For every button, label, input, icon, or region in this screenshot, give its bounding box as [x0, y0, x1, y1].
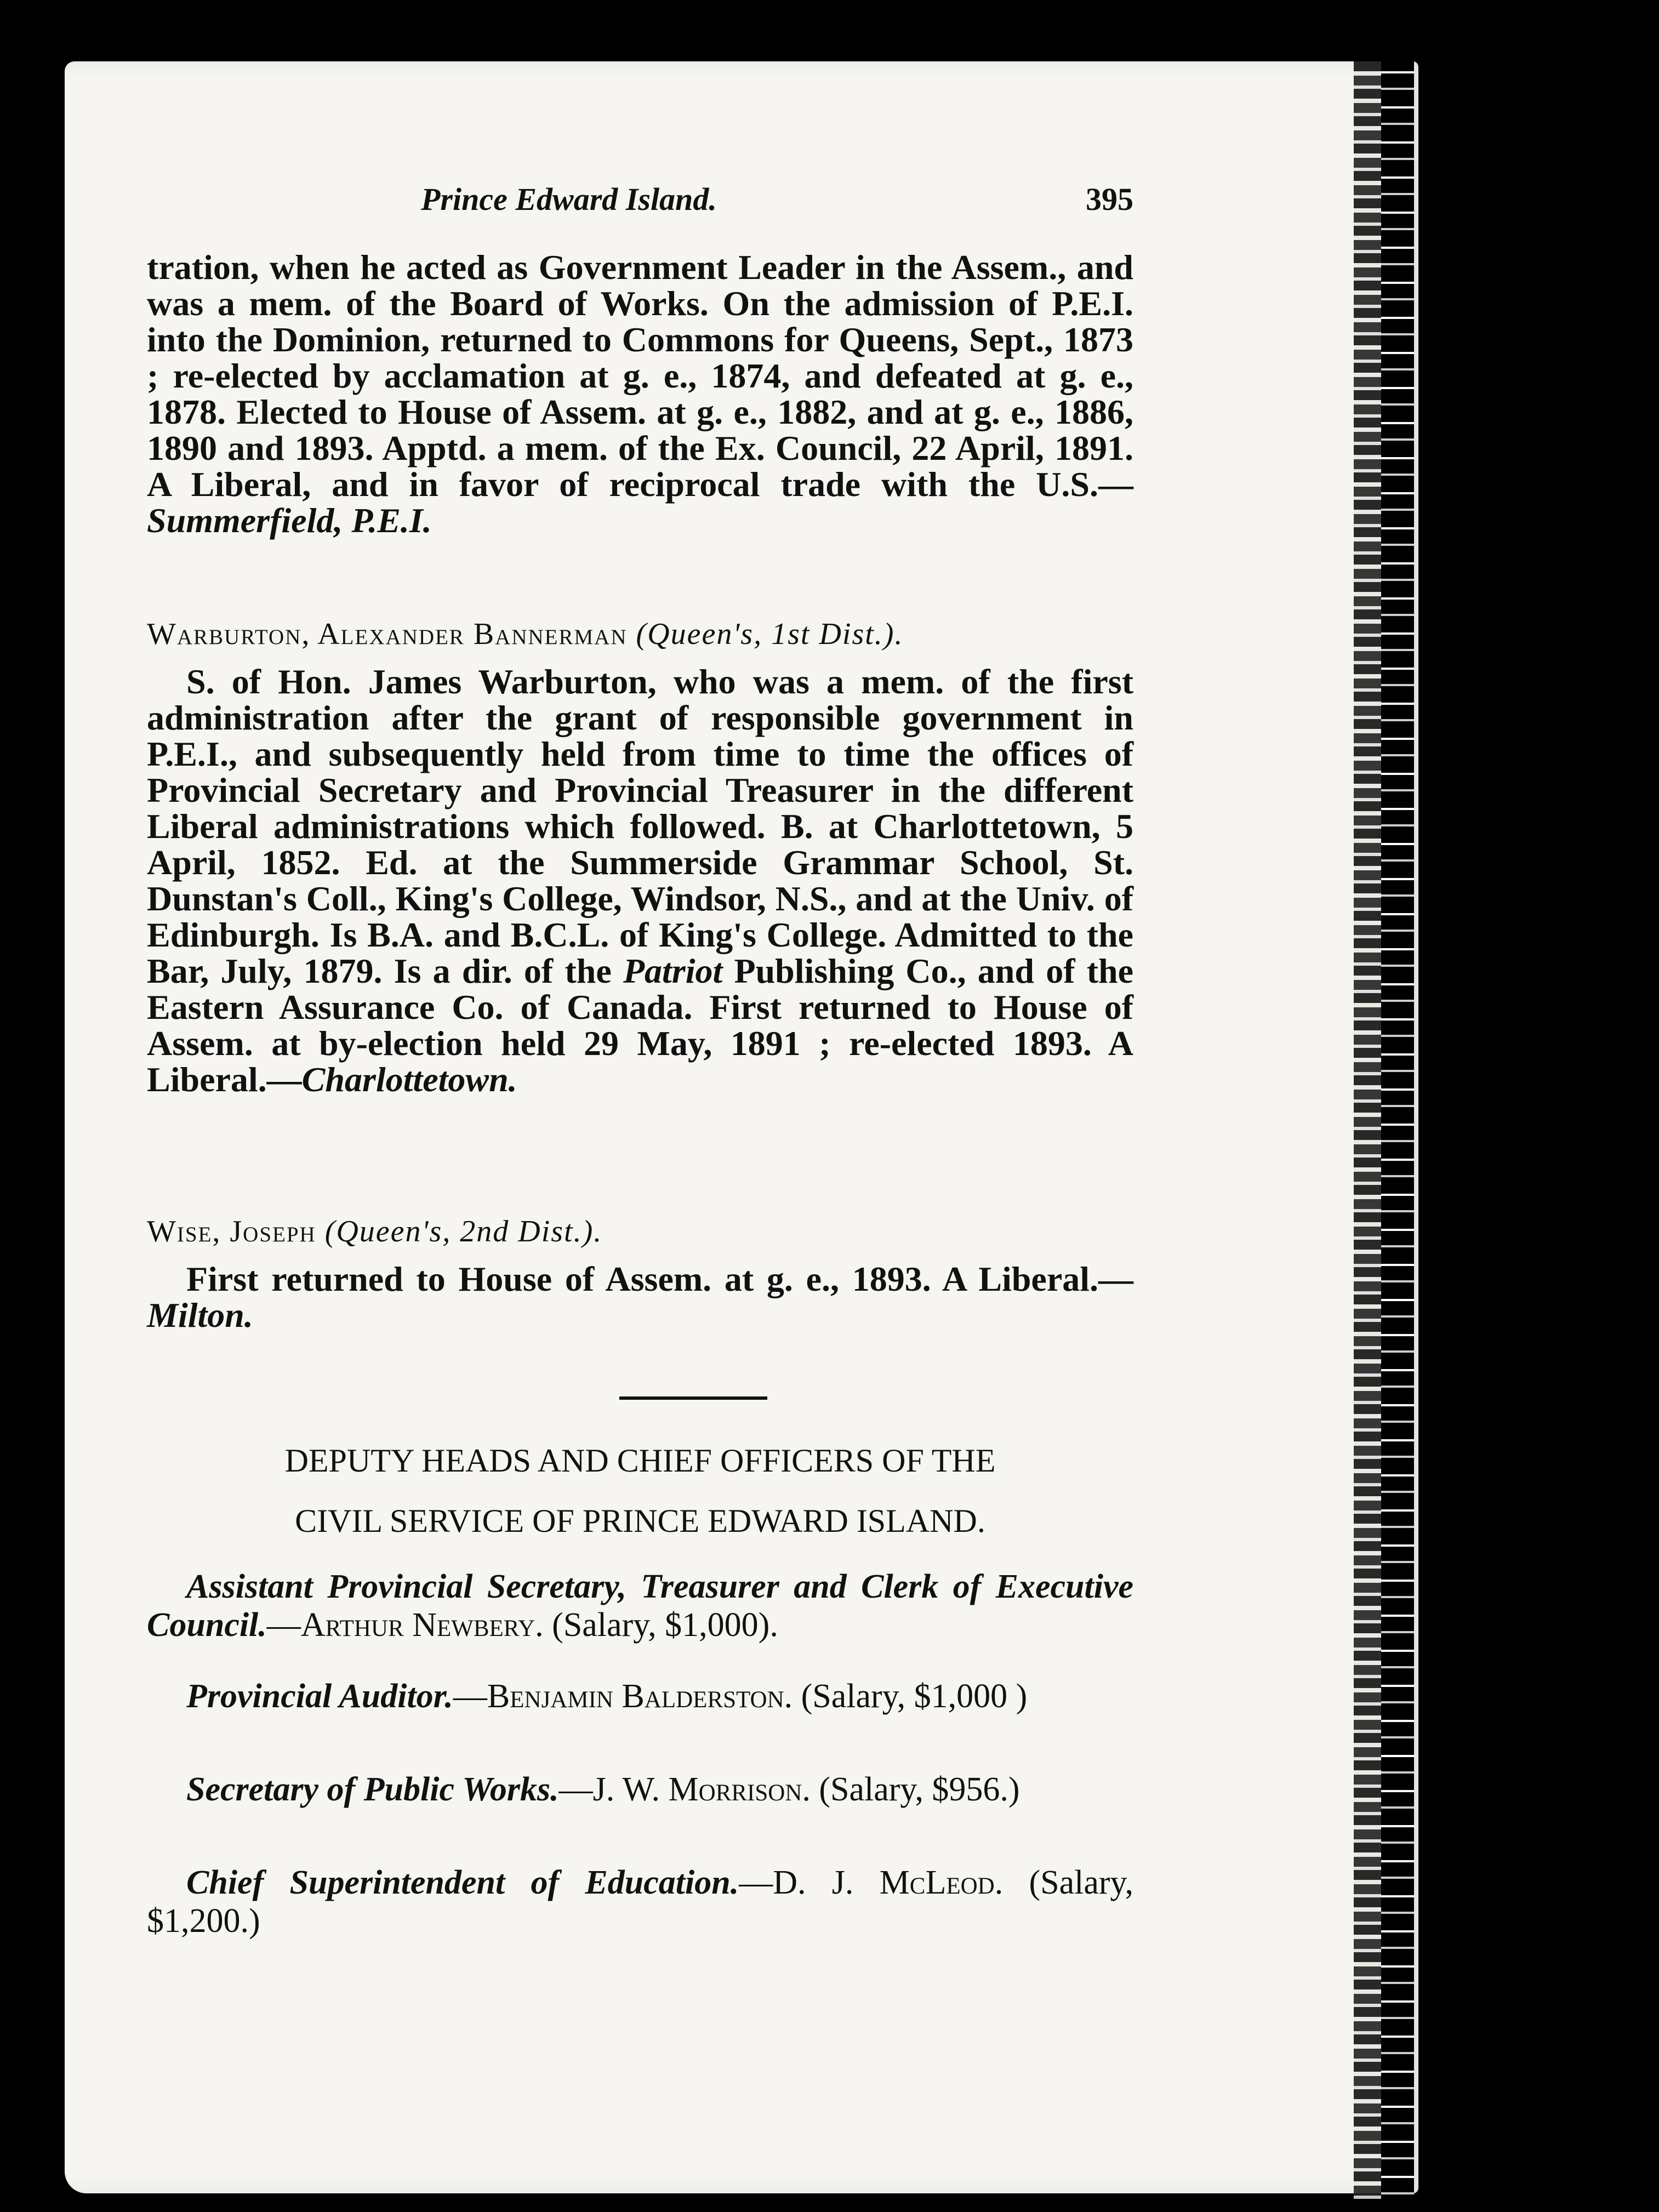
section-heading [147, 1430, 1133, 1551]
entry-wise [147, 1214, 1133, 1333]
entry-name: Warburton, Alexander Bannerman [147, 617, 628, 651]
officer-entry [147, 1677, 1133, 1715]
entry-body [147, 664, 1133, 1098]
entry-body [147, 1261, 1133, 1333]
entry-heading [147, 1214, 1133, 1249]
entry-body-text-2: Publishing Co., and of the Eastern Assurance Co. of Canada. First returned to House of Assem. at by-election held 29 May, 1891 ; re-elected 1893. A Liberal.— [147, 951, 1134, 1099]
officer-role: Assistant Provincial Secretary, Treasurer and Clerk of Executive Council. [147, 1568, 1133, 1644]
continuation-paragraph [147, 249, 1133, 539]
officer-entry [147, 1567, 1133, 1644]
entry-name: Wise, Joseph [147, 1215, 316, 1248]
officer-role: Secretary of Public Works. [186, 1771, 559, 1808]
officers-list [147, 1567, 1133, 1940]
section-heading-line-1: DEPUTY HEADS AND CHIEF OFFICERS OF THE [284, 1443, 996, 1479]
page-edges [1381, 55, 1414, 2203]
page-number: 395 [1086, 181, 1133, 217]
officer-salary: (Salary, $956.) [810, 1771, 1020, 1808]
entry-body-text: S. of Hon. James Warburton, who was a mem. of the first administration after the grant of responsible government in P.E.I., and subsequently held from time to time the offices of Provincial Secretary and Provincial Treasurer in the different Liberal administrations which followed. B. at Charlottetown, 5 April, 1852. Ed. at the Summerside Grammar School, St. Dunstan's Coll., King's College, Windsor, N.S., and at the Univ. of Edinburgh. Is B.A. and B.C.L. of King's College. Admitted to the Bar, July, 1879. Is a dir. of the [147, 662, 1133, 990]
entry-warburton [147, 617, 1133, 1098]
entry-heading [147, 617, 1133, 652]
entry-place: Charlottetown. [301, 1060, 517, 1099]
entry-body-text: First returned to House of Assem. at g. e., 1893. A Liberal.— [186, 1259, 1133, 1298]
officer-salary: (Salary, $1,000 ) [793, 1678, 1028, 1715]
entry-body-italic: Patriot [623, 951, 723, 990]
running-title: Prince Edward Island. [421, 181, 717, 217]
officer-name: —D. J. McLeod. [739, 1864, 1004, 1901]
section-heading-line-2: CIVIL SERVICE OF PRINCE EDWARD ISLAND. [295, 1503, 985, 1539]
officer-entry [147, 1770, 1133, 1809]
officer-role: Chief Superintendent of Education. [186, 1864, 739, 1901]
officer-name: —J. W. Morrison. [558, 1771, 811, 1808]
officer-salary: (Salary, $1,200.) [147, 1864, 1133, 1940]
officer-name: —Benjamin Balderston. [453, 1678, 793, 1715]
officer-name: —Arthur Newbery. [266, 1606, 544, 1644]
officer-entry [147, 1863, 1133, 1940]
entry-district: (Queen's, 2nd Dist.). [324, 1215, 603, 1248]
officer-role: Provincial Auditor. [186, 1678, 453, 1715]
running-header [147, 181, 1133, 225]
continuation-place: Summerfield, P.E.I. [147, 501, 432, 540]
continuation-text: tration, when he acted as Government Leader in the Assem., and was a mem. of the Board of Works. On the admission of P.E.I. into the Dominion, returned to Commons for Queens, Sept., 1873 ; re-elected by acclamation at g. e., 1874, and defeated at g. e., 1878. Elected to House of Assem. at g. e., 1882, and at g. e., 1886, 1890 and 1893. Apptd. a mem. of the Ex. Council, 22 April, 1891. A Liberal, and in favor of reciprocal trade with the U.S.— [147, 248, 1133, 504]
section-divider [619, 1396, 767, 1400]
entry-place: Milton. [147, 1296, 253, 1335]
entry-district: (Queen's, 1st Dist.). [636, 617, 904, 651]
officer-salary: (Salary, $1,000). [543, 1606, 778, 1644]
